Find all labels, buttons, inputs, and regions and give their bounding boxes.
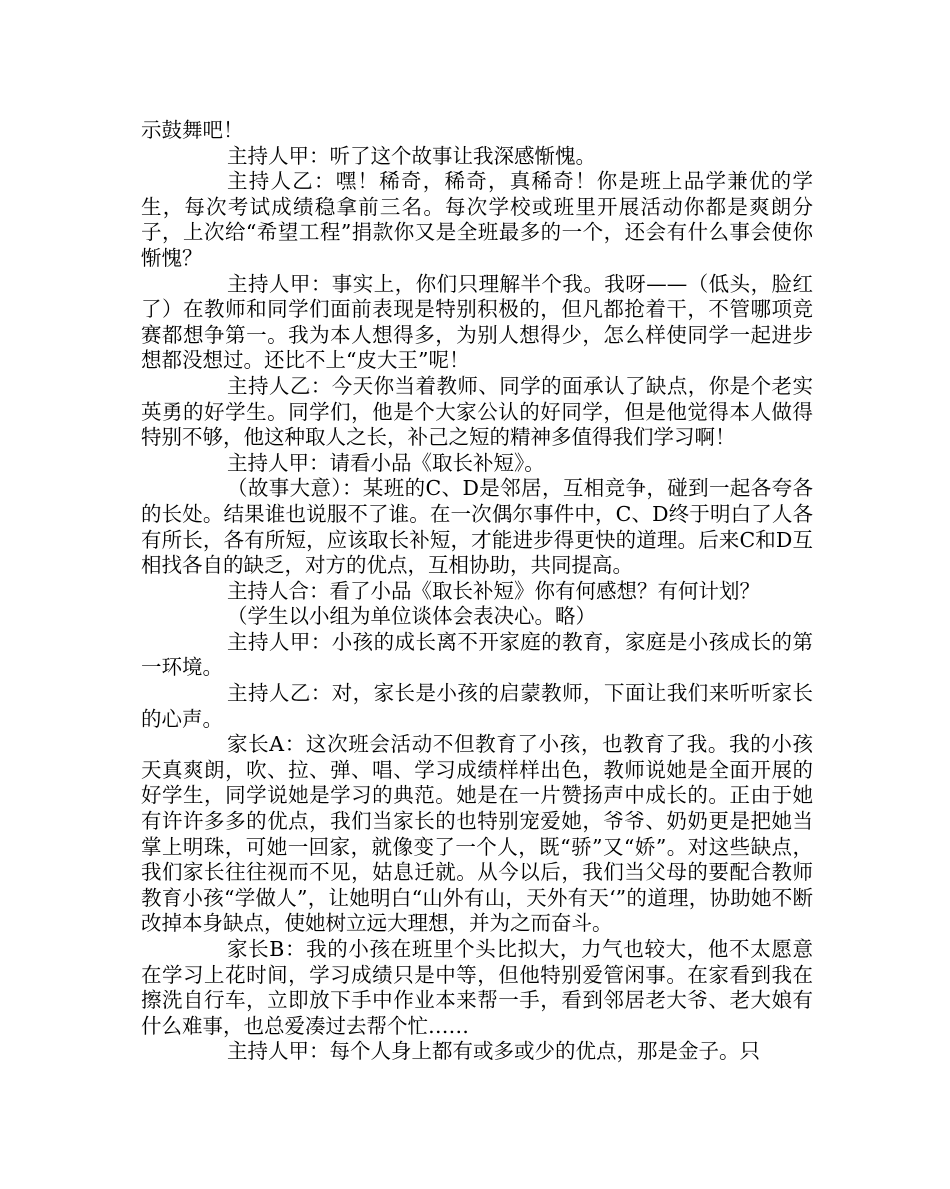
paragraph-continuation: 示鼓舞吧！: [141, 118, 244, 142]
paragraph-parent-b: 家长B：我的小孩在班里个头比拟大，力气也较大，他不太愿意在学习上花时间，学习成绩只是中等，但他特别爱管闲事。在家看到我在擦洗自行车，立即放下手中作业本来帮一手，看到邻居老大爷、老大娘有什么难事，也总爱凑过去帮个忙……: [141, 937, 813, 1038]
paragraph-skit-summary: （故事大意）：某班的C、D是邻居，互相竞争，碰到一起各夸各的长处。结果谁也说服不了谁。在一次偶尔事件中，C、D终于明白了人各有所长，各有所短，应该取长补短，才能进步得更快的道理。后来C和D互相找各自的缺乏，对方的优点，互相协助，共同提高。: [141, 476, 813, 578]
paragraph-host-b-parents: 主持人乙：对，家长是小孩的启蒙教师，下面让我们来听听家长的心声。: [141, 681, 813, 731]
paragraph-parent-a: 家长A：这次班会活动不但教育了小孩，也教育了我。我的小孩天真爽朗，吹、拉、弹、唱、学习成绩样样出色，教师说她是全面开展的好学生，同学说她是学习的典范。她是在一片赞扬声中成长的。正由于她有许许多多的优点，我们当家长的也特别宠爱她，爷爷、奶奶更是把她当掌上明珠，可她一回家，就像变了一个人，既“骄”又“娇”。对这些缺点，我们家长往往视而不见，姑息迁就。从今以后，我们当父母的要配合教师教育小孩“学做人”，让她明白“山外有山，天外有天‘”的道理，协助她不断改掉本身缺点，使她树立远大理想，并为之而奋斗。: [141, 732, 813, 936]
paragraph-host-b-surprised: 主持人乙：嘿！稀奇，稀奇，真稀奇！你是班上品学兼优的学生，每次考试成绩稳拿前三名。每次学校或班里开展活动你都是爽朗分子，上次给“希望工程”捐款你又是全班最多的一个，还会有什么事会使你惭愧？: [141, 169, 813, 270]
paragraph-host-b-praise: 主持人乙：今天你当着教师、同学的面承认了缺点，你是个老实英勇的好学生。同学们，他是个大家公认的好同学，但是他觉得本人做得特别不够，他这种取人之长，补己之短的精神多值得我们学习啊！: [141, 373, 813, 450]
paragraph-host-a-confession: 主持人甲：事实上，你们只理解半个我。我呀——（低头，脸红了）在教师和同学们面前表现是特别积极的，但凡都抢着干，不管哪项竞赛都想争第一。我为本人想得多，为别人想得少，怎么样使同学一起进步想都没想过。还比不上“皮大王”呢！: [141, 271, 813, 373]
paragraph-host-a-family: 主持人甲：小孩的成长离不开家庭的教育，家庭是小孩成长的第一环境。: [141, 629, 813, 680]
paragraph-host-a-ashamed: 主持人甲：听了这个故事让我深感惭愧。: [227, 143, 596, 168]
paragraph-students-discussion: （学生以小组为单位谈体会表决心。略）: [227, 604, 596, 629]
paragraph-host-a-skit-intro: 主持人甲：请看小品《取长补短》。: [227, 450, 545, 475]
paragraph-host-a-gold: 主持人甲：每个人身上都有或多或少的优点，那是金子。只: [227, 1039, 760, 1064]
document-page: [141, 118, 813, 1065]
paragraph-hosts-question: 主持人合：看了小品《取长补短》你有何感想？有何计划？: [227, 578, 760, 603]
